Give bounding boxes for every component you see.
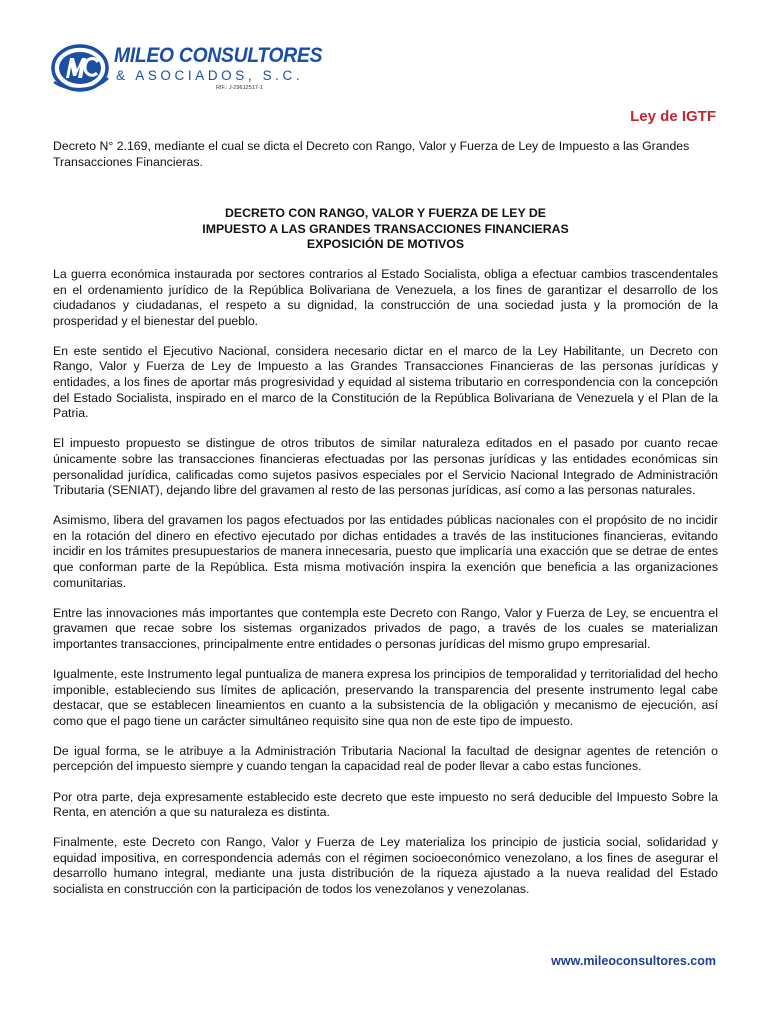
law-title: Ley de IGTF bbox=[630, 108, 716, 125]
paragraph: La guerra económica instaurada por sectores contrarios al Estado Socialista, obliga a efectuar cambios trascendentales en el ordenamiento jurídico de la República Bolivariana de Venezuela, a los fines de garantizar el desarrollo de los ciudadanos y ciudadanas, el respeto a su dignidad, la construcción de una sociedad justa y la promoción de la prosperidad y el bienestar del pueblo. bbox=[53, 266, 718, 328]
heading-line: EXPOSICIÓN DE MOTIVOS bbox=[306, 237, 465, 252]
logo-company-name: MILEO CONSULTORES bbox=[114, 44, 323, 67]
paragraph: En este sentido el Ejecutivo Nacional, considera necesario dictar en el marco de la Ley Habilitante, un Decreto con Rango, Valor y Fuerza de Ley de Impuesto a las Grandes Transacciones Financieras de las personas jurídicas y entidades, a los fines de aportar más progresividad y equidad al sistema tributario en correspondencia con la concepción del Estado Socialista, inspirado en el marco de la Constitución de la República Bolivariana de Venezuela y el Plan de la Patria. bbox=[53, 343, 718, 421]
paragraph: Finalmente, este Decreto con Rango, Valor y Fuerza de Ley materializa los principio de justicia social, solidaridad y equidad impositiva, en correspondencia además con el régimen socioeconómico venezolano, a los fines de asegurar el desarrollo humano integral, mediante una justa distribución de la riqueza ajustado a la nueva realidad del Estado socialista en construcción con la participación de todos los venezolanos y venezolanas. bbox=[53, 835, 718, 896]
paragraph: El impuesto propuesto se distingue de otros tributos de similar naturaleza editados en el pasado por cuanto recae únicamente sobre las transacciones financieras efectuadas por las personas jurídicas y las entidades económicas sin personalidad jurídica, calificadas como sujetos pasivos especiales por el Servicio Nacional Integrado de Administración Tributaria (SENIAT), dejando libre del gravamen al resto de las personas jurídicas, así como a las personas naturales. bbox=[53, 436, 718, 498]
paragraph: Por otra parte, deja expresamente establecido este decreto que este impuesto no será deducible del Impuesto Sobre la Renta, en atención a que su naturaleza es distinta. bbox=[53, 789, 718, 820]
document-body bbox=[53, 139, 718, 912]
paragraph: Entre las innovaciones más importantes que contempla este Decreto con Rango, Valor y Fuerza de Ley, se encuentra el gravamen que recae sobre los sistemas organizados privados de pago, a través de los cuales se materializan importantes transacciones, principalmente entre entidades o personas jurídicas del mismo grupo empresarial. bbox=[53, 605, 718, 651]
paragraph: De igual forma, se le atribuye a la Administración Tributaria Nacional la facultad de designar agentes de retención o percepción del impuesto siempre y cuando tengan la capacidad real de poder llevar a cabo estas funciones. bbox=[53, 743, 718, 774]
document-heading bbox=[53, 206, 718, 253]
heading-line: IMPUESTO A LAS GRANDES TRANSACCIONES FINANCIERAS bbox=[202, 221, 569, 236]
heading-line: DECRETO CON RANGO, VALOR Y FUERZA DE LEY DE bbox=[225, 206, 546, 221]
decree-intro: Decreto N° 2.169, mediante el cual se dicta el Decreto con Rango, Valor y Fuerza de Ley de Impuesto a las Grandes Transacciones Financieras. bbox=[53, 139, 690, 169]
logo-rif-number: RIF.: J-29612517-1 bbox=[216, 85, 263, 91]
paragraph: Igualmente, este Instrumento legal puntualiza de manera expresa los principios de temporalidad y territorialidad del hecho imponible, estableciendo sus límites de aplicación, preservando la transparencia del presente instrumento legal cabe destacar, que se establecen lineamientos en cuanto a la subsistencia de la obligación y mecanismo de ejecución, así como que el pago tiene un carácter simultáneo requisito sine qua non de este tipo de impuesto. bbox=[53, 666, 718, 728]
logo-company-subtitle: & ASOCIADOS, S.C. bbox=[116, 68, 304, 83]
paragraph: Asimismo, libera del gravamen los pagos efectuados por las entidades públicas nacionales con el propósito de no incidir en la rotación del dinero en efectivo ejecutado por dichas entidades a través de las instituciones financieras, evitando incidir en los trámites presupuestarios de manera innecesaria, puesto que implicaría una exacción que se detrae de entes que conforman parte de la República. Esta misma motivación inspira la exención que beneficia a las organizaciones comunitarias. bbox=[53, 513, 718, 590]
company-logo bbox=[50, 38, 323, 98]
mc-emblem-icon bbox=[50, 38, 112, 96]
website-link[interactable]: www.mileoconsultores.com bbox=[551, 954, 716, 968]
